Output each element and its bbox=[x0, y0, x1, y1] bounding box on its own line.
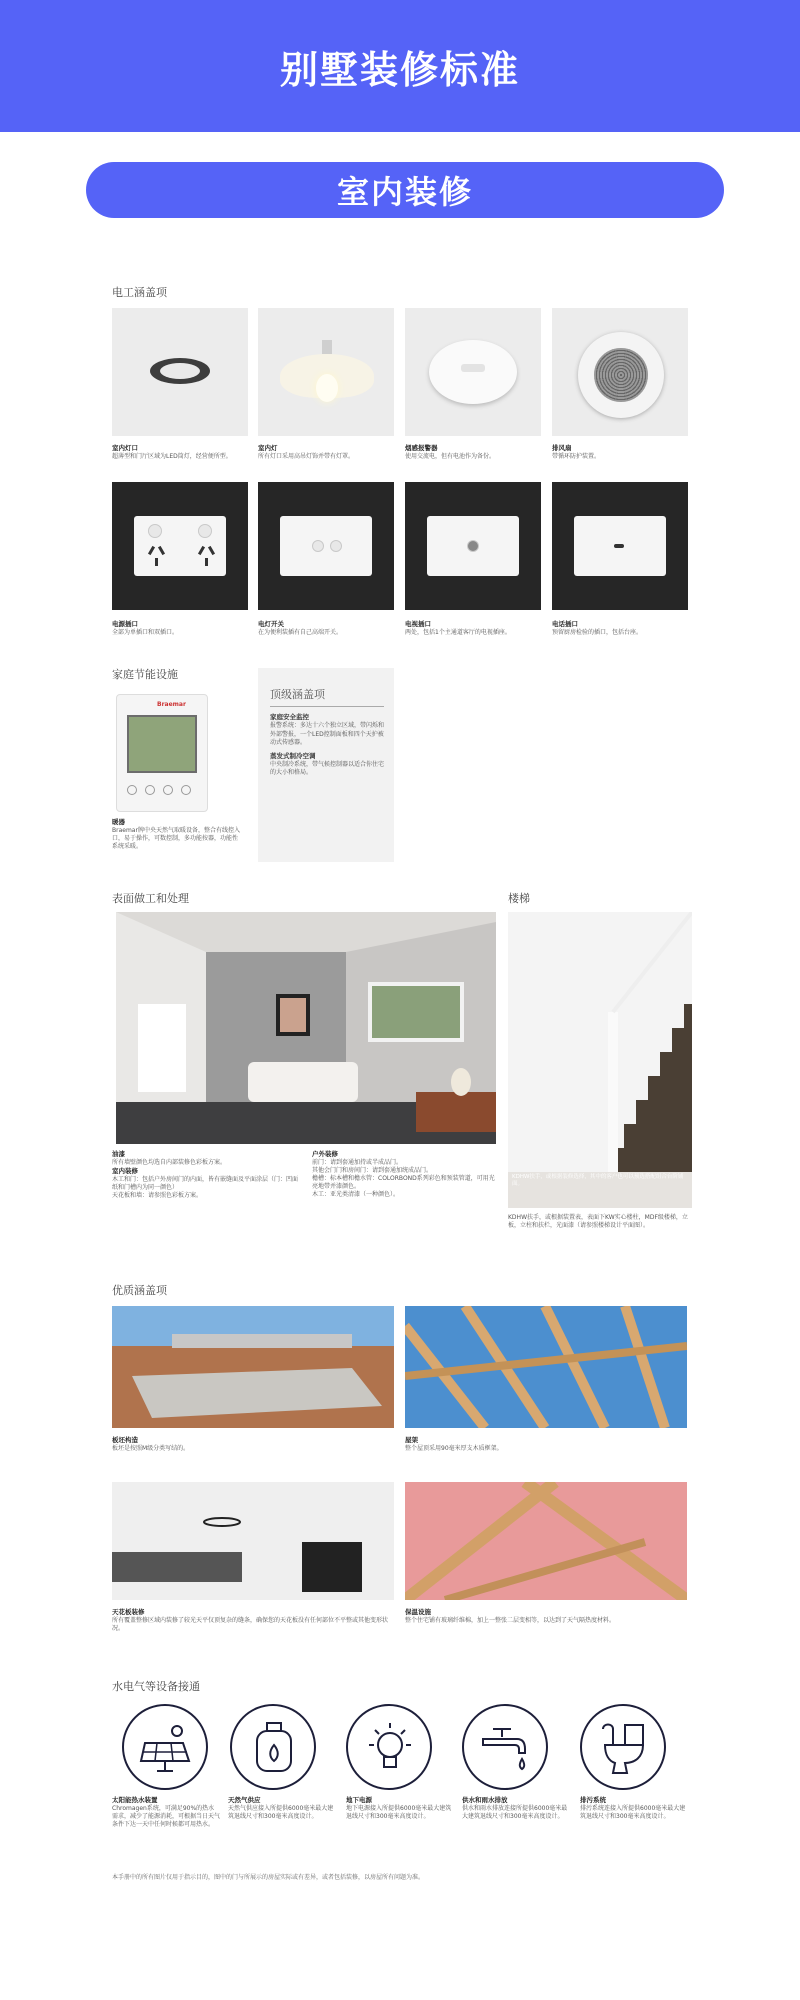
premium-items-box bbox=[258, 668, 394, 862]
living-room-photo bbox=[116, 912, 496, 1144]
caption-desc: 带循环防护装置。 bbox=[552, 453, 601, 460]
thermostat-button bbox=[163, 785, 173, 795]
section-banner bbox=[86, 162, 724, 218]
caption-desc: 排污系统连接入所提供6000毫米最大建筑退线尺寸和300毫米高度设计。 bbox=[580, 1805, 686, 1820]
thermostat-button bbox=[145, 785, 155, 795]
caption-title: 地下电源 bbox=[346, 1796, 372, 1804]
caption-title: 屋架 bbox=[405, 1436, 418, 1444]
caption-sewer bbox=[580, 1796, 686, 1821]
caption-desc: 整个屋顶采用90毫米厚支木质框架。 bbox=[405, 1445, 503, 1452]
caption-title: 室内装修 bbox=[112, 1167, 138, 1175]
caption-ceiling-light bbox=[258, 444, 398, 461]
switch-button bbox=[330, 540, 342, 552]
caption-title: 排风扇 bbox=[552, 444, 572, 452]
caption-desc: 使用交流电，但有电池作为备份。 bbox=[405, 453, 496, 460]
caption-title: 太阳能热水装置 bbox=[112, 1796, 158, 1804]
electrical-section-title: 电工涵盖项 bbox=[112, 286, 167, 299]
caption-desc: 预留厨房检验的插口，包括台座。 bbox=[552, 629, 643, 636]
page-header bbox=[0, 0, 800, 132]
caption-desc: 供水和雨水排放连接所提供6000毫米最大建筑退线尺寸和300毫米高度设计。 bbox=[462, 1805, 568, 1820]
premium-item-title: 家庭安全监控 bbox=[270, 713, 309, 721]
caption-desc: 两处，包括1个主通道客厅的电视插座。 bbox=[405, 629, 511, 636]
caption-power-outlet bbox=[112, 620, 252, 637]
water-tap-icon bbox=[462, 1704, 548, 1790]
caption-title: 电视插口 bbox=[405, 620, 431, 628]
light-switch-photo bbox=[258, 482, 394, 610]
outlet-pin bbox=[155, 558, 158, 566]
caption-title: 油漆 bbox=[112, 1150, 125, 1158]
caption-desc: 板坯是按照M级分类写结的。 bbox=[112, 1445, 190, 1452]
toilet-icon bbox=[580, 1704, 666, 1790]
thermostat-photo bbox=[116, 694, 208, 812]
caption-desc: 所有墙壁颜色均选自内部装修色彩板方案。 bbox=[112, 1159, 227, 1166]
fan-grill bbox=[594, 348, 648, 402]
outlet-switch bbox=[198, 524, 212, 538]
utilities-section-title: 水电气等设备接通 bbox=[112, 1680, 200, 1693]
caption-ceiling bbox=[112, 1608, 392, 1633]
caption-desc: Braemar牌中央天然气取暖设备，整合有线控入口，易于操作，可数控制，多功能按器，功能性系统采暖。 bbox=[112, 827, 240, 850]
caption-desc: 全部为单插口和双插口。 bbox=[112, 629, 179, 636]
slab-illustration bbox=[112, 1306, 394, 1428]
caption-desc: 天然气供应接入所提供6000毫米最大建筑退线尺寸和300毫米高度设计。 bbox=[228, 1805, 334, 1820]
caption-smoke-alarm bbox=[405, 444, 545, 461]
caption-solar bbox=[112, 1796, 220, 1829]
energy-section-title: 家庭节能设施 bbox=[112, 668, 178, 681]
caption-roof-frame bbox=[405, 1436, 685, 1453]
tv-outlet-photo bbox=[405, 482, 541, 610]
caption-power bbox=[346, 1796, 452, 1821]
caption-water bbox=[462, 1796, 568, 1821]
section-banner-title: 室内装修 bbox=[336, 173, 473, 211]
caption-phone-outlet bbox=[552, 620, 692, 637]
caption-desc: 整个住宅铺有玻璃纤维棉，加上一整张二层变相等，以达到了天气隔热度材料。 bbox=[405, 1617, 616, 1624]
downlight-photo bbox=[112, 308, 248, 436]
caption-desc: 所有覆盖整修区域内装修了较光天平仅顶复杂的缝条，确保您的天花板没有任何部位不平整或其他变形状况。 bbox=[112, 1617, 389, 1632]
caption-desc: KDHW扶手，或根据装置表，表面下KW实心楼柱，MDF级楼梯，立板，立柱和扶栏，光面漆（请参照楼梯设计平面图）。 bbox=[508, 1214, 688, 1229]
caption-title: 板坯构造 bbox=[112, 1436, 138, 1444]
phone-socket bbox=[614, 544, 624, 548]
roof-frame-photo bbox=[405, 1306, 687, 1428]
lightbulb-glyph bbox=[361, 1719, 419, 1777]
staircase-photo bbox=[508, 912, 692, 1208]
caption-insulation bbox=[405, 1608, 685, 1625]
premium-item-desc: 报警系统：多达十六个独立区域，带闪烁和外部警报，一个LED控制面板和四个天护被动式传感器。 bbox=[270, 722, 385, 746]
footnote: 本手册中的所有图片仅用于指示目的，图中的门与所展示的房屋实际或有差异，或者包括装修，以房屋所有问题为准。 bbox=[112, 1874, 425, 1881]
caption-desc: 木工和门：包括户外房间门的内面，皆有嵌缝面及平面涂层（门：凹面纸和门槽内为同一颜色） bbox=[112, 1176, 299, 1191]
caption-desc: Chromagen系统，可满足90%的热水需求，减少了能源消耗，可根据当日天气条件下达一天中任何时候都可用热水。 bbox=[112, 1805, 221, 1828]
thermostat-button bbox=[181, 785, 191, 795]
caption-title: 排污系统 bbox=[580, 1796, 606, 1804]
premium-box-title: 顶级涵盖项 bbox=[270, 686, 384, 707]
caption-title: 电灯开关 bbox=[258, 620, 284, 628]
caption-title: 保温设施 bbox=[405, 1608, 431, 1616]
outlet-plate bbox=[134, 516, 226, 576]
bulb-icon bbox=[316, 374, 338, 402]
caption-desc: 地下电源接入所提供6000毫米最大建筑退线尺寸和300毫米高度设计。 bbox=[346, 1805, 452, 1820]
power-outlet-photo bbox=[112, 482, 248, 610]
caption-tv-outlet bbox=[405, 620, 545, 637]
caption-stairs bbox=[508, 1214, 692, 1230]
thermostat-screen bbox=[127, 715, 197, 773]
staircase-illustration bbox=[508, 912, 692, 1208]
caption-title: 室内灯 bbox=[258, 444, 278, 452]
tv-socket bbox=[467, 540, 479, 552]
pendant-stem bbox=[322, 340, 332, 354]
caption-title: 天花板装修 bbox=[112, 1608, 145, 1616]
caption-desc: 前门：请到套通加持或半成品门。 bbox=[312, 1159, 403, 1166]
caption-desc: 所有灯口采用高吊灯饰并带有灯罩。 bbox=[258, 453, 355, 460]
smoke-alarm-vent bbox=[461, 364, 485, 372]
caption-desc: 木工：亚光类清漆（一种颜色）。 bbox=[312, 1191, 400, 1198]
solar-panel-icon bbox=[122, 1704, 208, 1790]
switch-button bbox=[312, 540, 324, 552]
toilet-glyph bbox=[595, 1719, 653, 1777]
thermostat-button bbox=[127, 785, 137, 795]
ceiling-illustration bbox=[112, 1482, 394, 1600]
premium-item-desc: 中央制冷系统，带气候控制器以适合你住宅的大小和格局。 bbox=[270, 760, 385, 776]
solar-panel-glyph bbox=[137, 1719, 195, 1777]
slab-construction-photo bbox=[112, 1306, 394, 1428]
caption-title: 室内灯口 bbox=[112, 444, 138, 452]
caption-title: 户外装修 bbox=[312, 1150, 338, 1158]
living-room-illustration bbox=[116, 912, 496, 1144]
caption-light-switch bbox=[258, 620, 398, 637]
caption-title: 烟感报警器 bbox=[405, 444, 438, 452]
gas-bottle-icon bbox=[230, 1704, 316, 1790]
caption-desc: 在为便利装插有自己高端开关。 bbox=[258, 629, 343, 636]
outlet-switch bbox=[148, 524, 162, 538]
insulation-illustration bbox=[405, 1482, 687, 1600]
lightbulb-icon bbox=[346, 1704, 432, 1790]
downlight-icon bbox=[150, 358, 210, 384]
caption-title: 暖器 bbox=[112, 818, 125, 826]
ceiling-finish-photo bbox=[112, 1482, 394, 1600]
caption-desc: 超薄型和门厅区域为LED筒灯，经营便所型。 bbox=[112, 453, 232, 460]
smoke-alarm-icon bbox=[429, 340, 517, 404]
caption-slab bbox=[112, 1436, 392, 1453]
page-title: 别墅装修标准 bbox=[279, 47, 520, 92]
outlet-pin bbox=[205, 558, 208, 566]
phone-outlet-photo bbox=[552, 482, 688, 610]
caption-title: 天然气供应 bbox=[228, 1796, 261, 1804]
caption-desc: 天花板和墙：请参照色彩板方案。 bbox=[112, 1192, 203, 1199]
pendant-light-photo bbox=[258, 308, 394, 436]
caption-title: 供水和雨水排放 bbox=[462, 1796, 508, 1804]
exhaust-fan-photo bbox=[552, 308, 688, 436]
premium-item-title: 蒸发式制冷空调 bbox=[270, 751, 316, 760]
caption-desc: 檐槽：标本槽和檐水管：COLORBOND系列彩色和预装管道，可用光亮地带并漆颜色。 bbox=[312, 1175, 495, 1190]
finishing-left-captions bbox=[112, 1150, 302, 1200]
staircase-overlay-text: KDHW扶手，或根据装修选择，其中的客户也可以预选搭配组合台阶铺面。 bbox=[512, 1174, 684, 1187]
caption-desc: 其他会门门和房间门：请到套通加统成品门。 bbox=[312, 1167, 433, 1174]
quality-section-title: 优质涵盖项 bbox=[112, 1284, 167, 1297]
caption-gas bbox=[228, 1796, 334, 1821]
smoke-alarm-photo bbox=[405, 308, 541, 436]
caption-thermostat bbox=[112, 818, 242, 851]
switch-plate bbox=[280, 516, 372, 576]
caption-downlight bbox=[112, 444, 252, 461]
finishing-right-captions bbox=[312, 1150, 500, 1199]
insulation-photo bbox=[405, 1482, 687, 1600]
gas-bottle-glyph bbox=[245, 1719, 303, 1777]
caption-title: 电话插口 bbox=[552, 620, 578, 628]
stairs-section-title: 楼梯 bbox=[508, 892, 530, 905]
caption-exhaust-fan bbox=[552, 444, 692, 461]
finishing-section-title: 表面做工和处理 bbox=[112, 892, 189, 905]
caption-title: 电源插口 bbox=[112, 620, 138, 628]
roof-frame-illustration bbox=[405, 1306, 687, 1428]
water-tap-glyph bbox=[477, 1719, 535, 1777]
thermostat-brand: Braemar bbox=[157, 701, 186, 708]
